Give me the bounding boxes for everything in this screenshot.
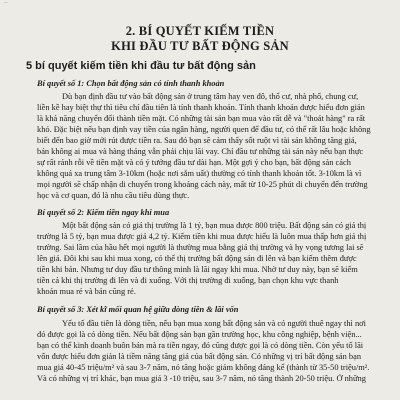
paragraph-line: trường. Sai lầm của hầu hết mọi người là thường mua bằng giá thị trường và hy vọng tương lai sẽ — [37, 243, 364, 252]
tip-1-heading: Bí quyết số 1: Chọn bất động sản có tính thanh khoản — [37, 79, 225, 88]
running-header: ... — [4, 0, 8, 5]
paragraph-line: liền kề hay biệt thự thì tiêu chí đầu tiên là tính thanh khoản. Tính thanh khoản được hiểu đơn giản — [37, 103, 365, 112]
paragraph-line: mua giá 40-45 triệu/m² và sau 3-7 năm, nó tăng hoặc giảm không đáng kể (thành từ 35-50 triệu/m². — [37, 363, 370, 372]
paragraph-line: vốn được hiểu đơn giản là tiềm năng tăng giá của bất động sản. Có những vị trí bất động sản bạn — [37, 352, 362, 361]
paragraph-line: khó. Đặc biệt nếu bạn định vay tiền của ngân hàng, người quen để đầu tư, có thể rất lâu hoặc không — [37, 125, 371, 134]
paragraph-line: học và cơ quan, đó là nhu cầu tiêu dùng thực. — [37, 191, 190, 200]
paragraph-line: Một bất động sản có giá thị trường là 1 tỷ, bạn mua được 800 triệu. Bất động sản có giá thị — [62, 221, 367, 230]
chapter-title-line-1: 2. BÍ QUYẾT KIẾM TIỀN — [125, 24, 275, 38]
paragraph-line: là khả năng chuyển đổi thành tiền mặt. Có những tài sản bạn mua vào rất dễ và "thoát hàng" ra rất — [37, 114, 366, 123]
paragraph-line: tiền khi bán. Nhưng tư duy đầu tư thông minh là lãi ngay khi mua. Nhờ tư duy này, bạn sẽ kiếm — [37, 265, 358, 274]
paragraph-line: Yếu tố đầu tiên là dòng tiền, nếu bạn mua xong bất động sản và có người thuê ngay thì nơi — [62, 319, 366, 328]
chapter-title-line-2: KHI ĐẦU TƯ BẤT ĐỘNG SẢN — [111, 39, 289, 53]
paragraph-line: biết đến bao giờ mới rút được tiền ra. Sau đó bạn sẽ cảm thấy sốt ruột vì tài sản không tăng giá, — [37, 136, 357, 145]
paragraph-line: tiền cả khi thị trường đi lên và đi xuống. Với thị trường đi xuống, bạn chọn khu vực thanh — [37, 276, 339, 285]
tip-3-heading: Bí quyết số 3: Xét kĩ mối quan hệ giữa dòng tiền & lãi vốn — [37, 305, 239, 314]
paragraph-line: Và có những vị trí khác, bạn mua giá 3 -10 triệu, sau 3-7 năm, nó tăng thành 20-50 triệu. Ở những — [37, 374, 366, 383]
paragraph-line: khoản mua rẻ và bán cũng rẻ. — [37, 287, 136, 296]
paragraph-line: mọi người sẽ chấp nhận di chuyển trong khoảng cách này, mất từ 10-25 phút di chuyển đến trường — [37, 180, 368, 189]
paragraph-line: Dù bạn định đầu tư vào bất động sản ở trung tâm hay ven đô, thổ cư, nhà phố, chung cư, — [62, 92, 359, 101]
tip-2-heading: Bí quyết số 2: Kiếm tiền ngay khi mua — [37, 208, 170, 217]
section-title: 5 bí quyết kiếm tiền khi đầu tư bất động sản — [26, 60, 256, 72]
paragraph-line: bán không ai mua và hàng tháng vẫn phải chịu lãi vay. Chỉ đầu tư những tài sản này nếu bạn thực — [37, 147, 364, 156]
paragraph-line: sự rất rảnh rỗi về tiền mặt và có ý tưởng đầu tư dài hạn. Một gợi ý cho bạn, bất động sản cách — [37, 158, 351, 167]
paragraph-line: không quá xa trung tâm 3-10km (hoặc nơi sắm uất) thường có tính thanh khoản tốt. 3-10km là vì — [37, 169, 362, 178]
paragraph-line: lên giá. Đôi khi sau khi mua xong, có thể thị trường bất động sản đi lên và bạn kiếm thêm được — [37, 254, 357, 263]
paragraph-line: đó được gọi là có dòng tiền. Nếu bất động sản bạn gần trường học, khu công nghiệp, bệnh viện... — [37, 330, 362, 339]
paragraph-line: bạn có thể kinh doanh buôn bán mà ra tiền ngay, đó cũng được gọi là có dòng tiền. Còn yếu tố lãi — [37, 341, 364, 350]
paragraph-line: trường là 5 tỷ, bạn mua được giá 4,2 tỷ. Kiếm tiền khi mua được hiểu là luôn mua thấp hơn giá thị — [37, 232, 367, 241]
